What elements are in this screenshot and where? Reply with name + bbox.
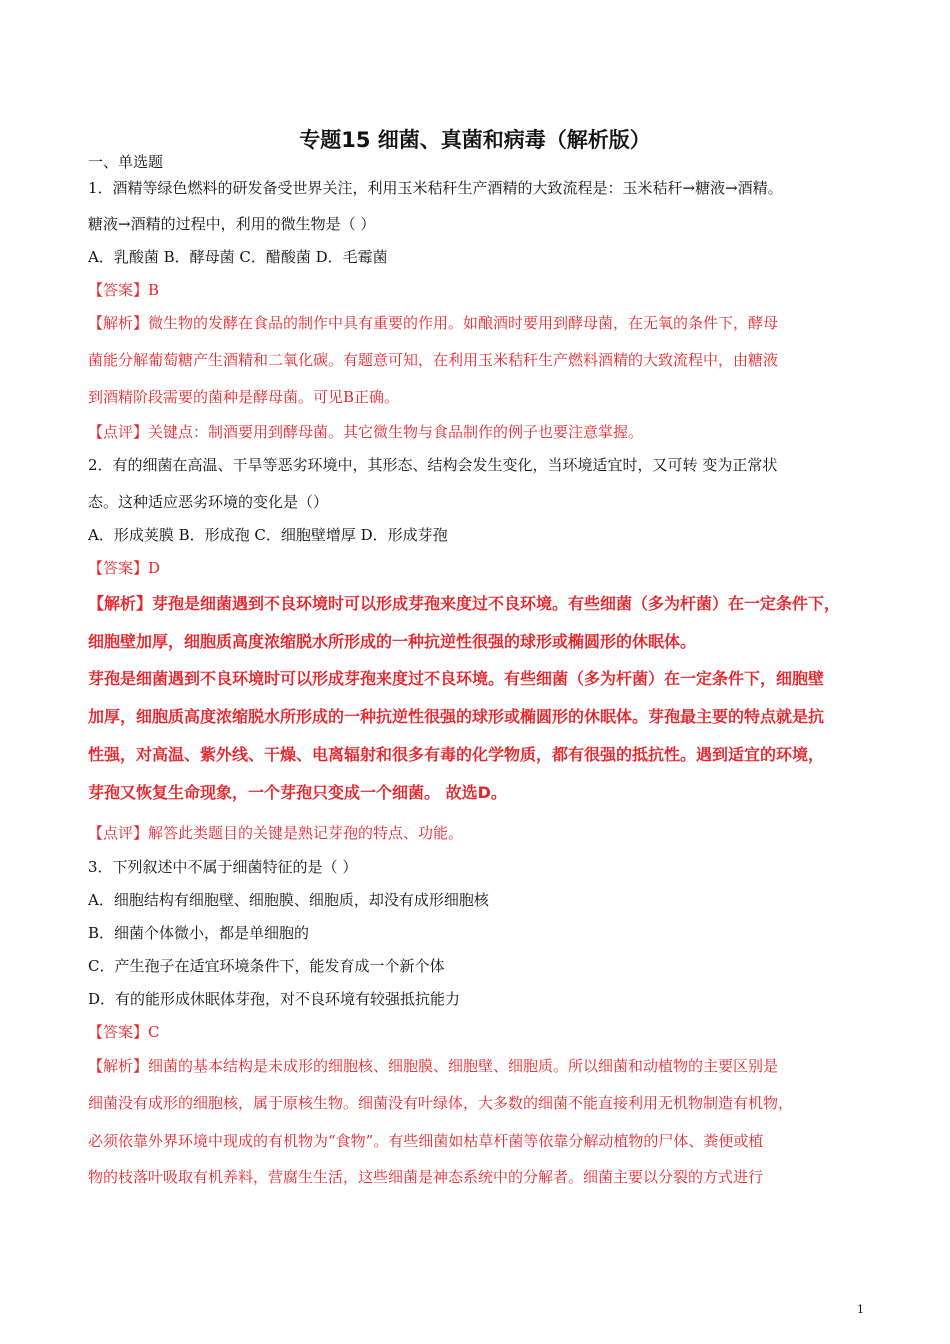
analysis-3: 【解析】细菌的基本结构是未成形的细胞核、细胞膜、细胞壁、细胞质。所以细菌和动植物的主要区别是: [88, 1057, 779, 1075]
analysis-2: 性强，对高温、紫外线、干燥、电离辐射和很多有毒的化学物质，都有很强的抵抗性。遇到适宜的环境，: [88, 745, 825, 764]
section-heading: 一、单选题: [88, 153, 164, 171]
answer-2: 【答案】D: [88, 559, 161, 577]
question-2-text: 态。这种适应恶劣环境的变化是（）: [88, 493, 329, 511]
question-2-options: A．形成荚膜 B．形成孢 C．细胞壁增厚 D．形成芽孢: [88, 526, 448, 544]
analysis-1: 【解析】微生物的发酵在食品的制作中具有重要的作用。如酿酒时要用到酵母菌，在无氧的条件下，酵母: [88, 314, 779, 332]
analysis-3: 必须依靠外界环境中现成的有机物为“食物”。有些细菌如枯草杆菌等依靠分解动植物的尸体、粪便或植: [88, 1132, 764, 1150]
page-title: 专题15 细菌、真菌和病毒（解析版）: [299, 128, 651, 152]
analysis-1: 菌能分解葡萄糖产生酒精和二氧化碳。有题意可知，在利用玉米秸秆生产燃料酒精的大致流程中，由糖液: [88, 351, 779, 369]
question-3-option-c: C．产生孢子在适宜环境条件下，能发育成一个新个体: [88, 957, 445, 975]
question-3-option-b: B．细菌个体微小，都是单细胞的: [88, 924, 310, 942]
answer-1: 【答案】B: [88, 281, 160, 299]
question-1-options: A．乳酸菌 B．酵母菌 C．醋酸菌 D．毛霉菌: [88, 248, 388, 266]
analysis-3: 物的枝落叶吸取有机养料，营腐生生活，这些细菌是神态系统中的分解者。细菌主要以分裂的方式进行: [88, 1168, 764, 1186]
question-3-option-a: A．细胞结构有细胞壁、细胞膜、细胞质，却没有成形细胞核: [88, 891, 489, 909]
analysis-2: 芽孢是细菌遇到不良环境时可以形成芽孢来度过不良环境。有些细菌（多为杆菌）在一定条件下，细胞壁: [88, 669, 825, 688]
analysis-3: 细菌没有成形的细胞核，属于原核生物。细菌没有叶绿体，大多数的细菌不能直接利用无机物制造有机物，: [88, 1094, 794, 1112]
page-number: 1: [857, 1303, 864, 1316]
question-3-text: 3．下列叙述中不属于细菌特征的是（ ）: [88, 858, 358, 876]
question-3-option-d: D．有的能形成休眠体芽孢，对不良环境有较强抵抗能力: [88, 990, 461, 1008]
comment-2: 【点评】解答此类题目的关键是熟记芽孢的特点、功能。: [88, 824, 464, 842]
comment-1: 【点评】关键点：制酒要用到酵母菌。其它微生物与食品制作的例子也要注意掌握。: [88, 423, 644, 441]
question-2-text: 2．有的细菌在高温、干旱等恶劣环境中，其形态、结构会发生变化，当环境适宜时，又可转 变为正常状: [88, 456, 778, 474]
question-1-text: 糖液→酒精的过程中，利用的微生物是（ ）: [88, 215, 376, 233]
analysis-2: 芽孢又恢复生命现象，一个芽孢只变成一个细菌。 故选D。: [88, 783, 507, 802]
question-1-text: 1．酒精等绿色燃料的研发备受世界关注，利用玉米秸秆生产酒精的大致流程是：玉米秸秆→糖液→酒精。: [88, 179, 783, 197]
analysis-1: 到酒精阶段需要的菌种是酵母菌。可见B正确。: [88, 388, 400, 406]
answer-3: 【答案】C: [88, 1023, 160, 1041]
analysis-2: 【解析】芽孢是细菌遇到不良环境时可以形成芽孢来度过不良环境。有些细菌（多为杆菌）在一定条件下，: [88, 594, 841, 613]
analysis-2: 加厚，细胞质高度浓缩脱水所形成的一种抗逆性很强的球形或椭圆形的休眠体。芽孢最主要的特点就是抗: [88, 707, 825, 726]
analysis-2: 细胞壁加厚，细胞质高度浓缩脱水所形成的一种抗逆性很强的球形或椭圆形的休眠体。: [88, 632, 697, 651]
